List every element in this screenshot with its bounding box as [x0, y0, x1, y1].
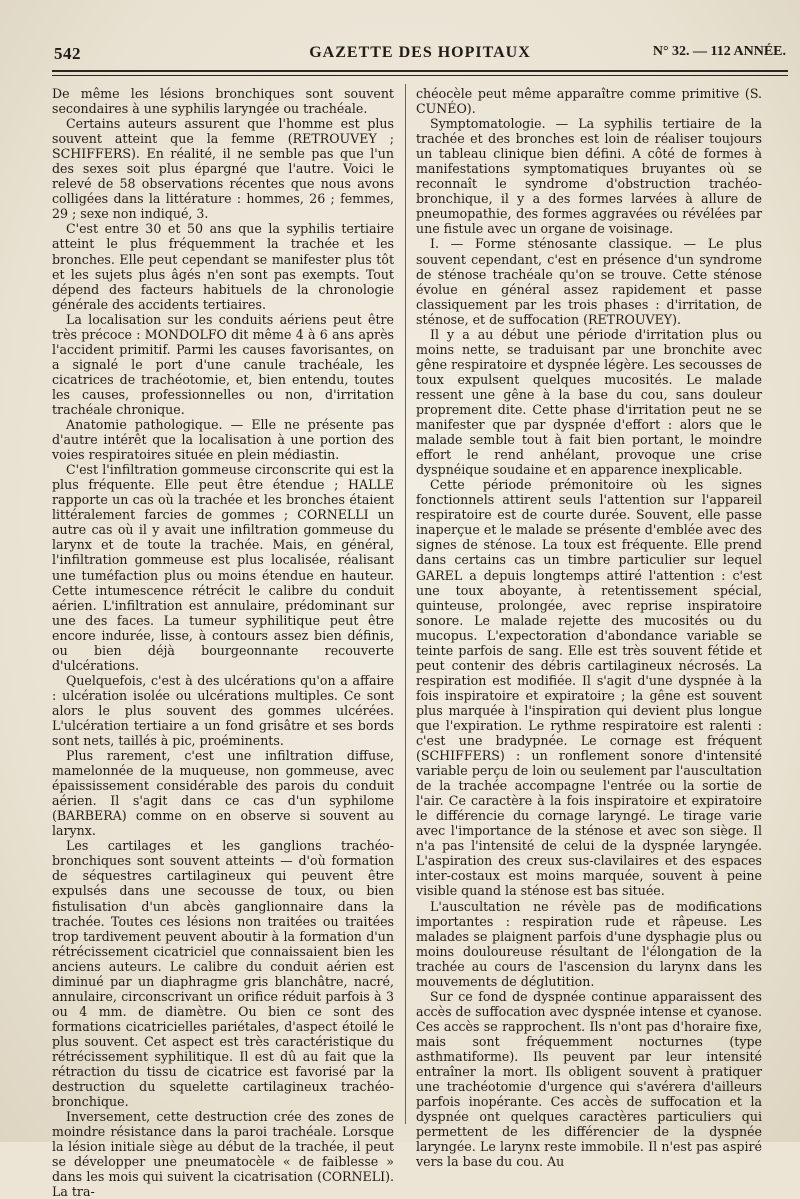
- paragraph: Les cartilages et les ganglions trachéo-bronchiques sont souvent atteints — d'où formation de séquestres cartilagineux qui peuvent être expulsés dans une secousse de toux, ou bien fistulisation d'un abcès ganglionnaire dans la trachée. Toutes ces lésions non traitées ou traitées trop tardivement peuvent aboutir à la formation d'un rétrécissement cicatriciel que connaissaient bien les anciens auteurs. Le calibre du conduit aérien est diminué par un diaphragme gris blanchâtre, nacré, annulaire, circonscrivant un orifice réduit parfois à 3 ou 4 mm. de diamètre. Ou bien ce sont des formations cicatricielles pariétales, d'aspect étoilé le plus souvent. Cet aspect est très caractéristique du rétrécissement syphilitique. Il est dû au fait que la rétraction du tissu de cicatrice est favorisé par la destruction du squelette cartilagineux trachéo-bronchique.: [52, 838, 394, 1110]
- paragraph: Cette période prémonitoire où les signes fonctionnels attirent seuls l'attention sur l'appareil respiratoire est de courte durée. Souvent, elle passe inaperçue et le malade se présente d'emblée avec des signes de sténose. La toux est fréquente. Elle prend dans certains cas un timbre particulier sur lequel GAREL a depuis longtemps attiré l'attention : c'est une toux aboyante, à retentissement spécial, quinteuse, prolongée, avec reprise inspiratoire sonore. Le malade rejette des mucosités ou du mucopus. L'expectoration d'abondance variable se teinte parfois de sang. Elle est très souvent fétide et peut contenir des débris cartilagineux nécrosés. La respiration est modifiée. Il s'agit d'une dyspnée à la fois inspiratoire et expiratoire ; la gêne est souvent plus marquée à l'inspiration qui devient plus longue que l'expiration. Le rythme respiratoire est ralenti : c'est une bradypnée. Le cornage est fréquent (SCHIFFERS) : un ronflement sonore d'intensité variable perçu de loin ou seulement par l'auscultation de la trachée accompagne l'entrée ou la sortie de l'air. Ce caractère à la fois inspiratoire et expiratoire le différencie du cornage laryngé. Le tirage varie avec l'importance de la sténose et avec son siège. Il n'a pas l'intensité de celui de la dyspnée laryngée. L'aspiration des creux sus-clavilaires et des espaces inter-costaux est moins marquée, souvent à peine visible quand la sténose est bas située.: [416, 477, 762, 899]
- paragraph: Anatomie pathologique. — Elle ne présente pas d'autre intérêt que la localisation à une portion des voies respiratoires située en plein médiastin.: [52, 417, 394, 463]
- left-column: [52, 86, 394, 1199]
- paragraph: Symptomatologie. — La syphilis tertiaire de la trachée et des bronches est loin de réaliser toujours un tableau clinique bien défini. A côté de formes à manifestations symptomatiques bruyantes où se reconnaît le syndrome d'obstruction trachéo-bronchique, il y a des formes larvées à allure de pneumopathie, des formes aggravées ou révélées par une fistule avec un organe de voisinage.: [416, 116, 762, 237]
- paragraph: Il y a au début une période d'irritation plus ou moins nette, se traduisant par une bronchite avec gêne respiratoire et dyspnée légère. Les secousses de toux expulsent quelques mucosités. Le malade ressent une gêne à la base du cou, sans douleur proprement dite. Cette phase d'irritation peut ne se manifester que par dyspnée d'effort : alors que le malade semble tout à fait bien portant, le moindre effort le rend anhélant, provoque une crise dyspnéique soudaine et en apparence inexplicable.: [416, 326, 762, 478]
- header-rule-thin: [52, 75, 788, 76]
- issue-number: N° 32. — 112 ANNÉE.: [652, 44, 786, 59]
- paragraph: L'auscultation ne révèle pas de modifications importantes : respiration rude et râpeuse. Les malades se plaignent parfois d'une dysphagie plus ou moins douloureuse résultant de l'élongation de la trachée au cours de l'ascension du larynx dans les mouvements de déglutition.: [416, 898, 762, 989]
- paragraph: La localisation sur les conduits aériens peut être très précoce : MONDOLFO dit même 4 à 6 ans après l'accident primitif. Parmi les causes favorisantes, on a signalé le port d'une canule trachéale, les cicatrices de trachéotomie, et, bien entendu, toutes les causes, professionnelles ou non, d'irritation trachéale chronique.: [52, 311, 394, 417]
- paragraph: De même les lésions bronchiques sont souvent secondaires à une syphilis laryngée ou trachéale.: [52, 86, 394, 117]
- right-column: [416, 86, 762, 1170]
- header-rule: [52, 70, 788, 72]
- page-header: [52, 44, 788, 68]
- column-divider: [405, 84, 406, 1124]
- paragraph: Certains auteurs assurent que l'homme est plus souvent atteint que la femme (RETROUVEY ; SCHIFFERS). En réalité, il ne semble pas que l'un des sexes soit plus épargné que l'autre. Voici le relevé de 58 observations récentes que nous avons colligées dans la littérature : hommes, 26 ; femmes, 29 ; sexe non indiqué, 3.: [52, 116, 394, 222]
- paragraph: C'est entre 30 et 50 ans que la syphilis tertiaire atteint le plus fréquemment la trachée et les bronches. Elle peut cependant se manifester plus tôt et les sujets plus âgés n'en sont pas exempts. Tout dépend des facteurs habituels de la chronologie générale des accidents tertiaires.: [52, 221, 394, 312]
- paragraph: I. — Forme sténosante classique. — Le plus souvent cependant, c'est en présence d'un syndrome de sténose trachéale qu'on se trouve. Cette sténose évolue en général assez rapidement et passe classiquement par les trois phases : d'irritation, de sténose, et de suffocation (RETROUVEY).: [416, 236, 762, 327]
- paragraph: Quelquefois, c'est à des ulcérations qu'on a affaire : ulcération isolée ou ulcérations multiples. Ce sont alors le plus souvent des gommes ulcérées. L'ulcération tertiaire a un fond grisâtre et ses bords sont nets, taillés à pic, proéminents.: [52, 672, 394, 749]
- paragraph: Inversement, cette destruction crée des zones de moindre résistance dans la paroi trachéale. Lorsque la lésion initiale siège au début de la trachée, il peut se développer une pneumatocèle « de faiblesse » dans les mois qui suivent la cicatrisation (CORNELI). La tra-: [52, 1109, 394, 1199]
- journal-title: GAZETTE DES HOPITAUX: [309, 44, 531, 61]
- page-number: 542: [54, 44, 81, 63]
- paragraph: Sur ce fond de dyspnée continue apparaissent des accès de suffocation avec dyspnée intense et cyanose. Ces accès se rapprochent. Ils n'ont pas d'horaire fixe, mais sont fréquemment nocturnes (type asthmatiforme). Ils peuvent par leur intensité entraîner la mort. Ils obligent souvent à pratiquer une trachéotomie d'urgence qui s'avérera d'ailleurs parfois inopérante. Ces accès de suffocation et la dyspnée ont quelques caractères particuliers qui permettent de les différencier de la dyspnée laryngée. Le larynx reste immobile. Il n'est pas aspiré vers la base du cou. Au: [416, 988, 762, 1170]
- paragraph: chéocèle peut même apparaître comme primitive (S. CUNÉO).: [416, 86, 762, 117]
- paragraph: C'est l'infiltration gommeuse circonscrite qui est la plus fréquente. Elle peut être étendue ; HALLE rapporte un cas où la trachée et les bronches étaient littéralement farcies de gommes ; CORNELLI un autre cas où il y avait une infiltration gommeuse du larynx et de toute la trachée. Mais, en général, l'infiltration gommeuse est plus localisée, réalisant une tuméfaction plus ou moins étendue en hauteur. Cette intumescence rétrécit le calibre du conduit aérien. L'infiltration est annulaire, prédominant sur une des faces. La tumeur syphilitique peut être encore indurée, lisse, à contours assez bien définis, ou bien déjà bourgeonnante recouverte d'ulcérations.: [52, 462, 394, 673]
- paragraph: Plus rarement, c'est une infiltration diffuse, mamelonnée de la muqueuse, non gommeuse, avec épaississement considérable des parois du conduit aérien. Il s'agit dans ce cas d'un syphilome (BARBERA) comme on en observe si souvent au larynx.: [52, 748, 394, 839]
